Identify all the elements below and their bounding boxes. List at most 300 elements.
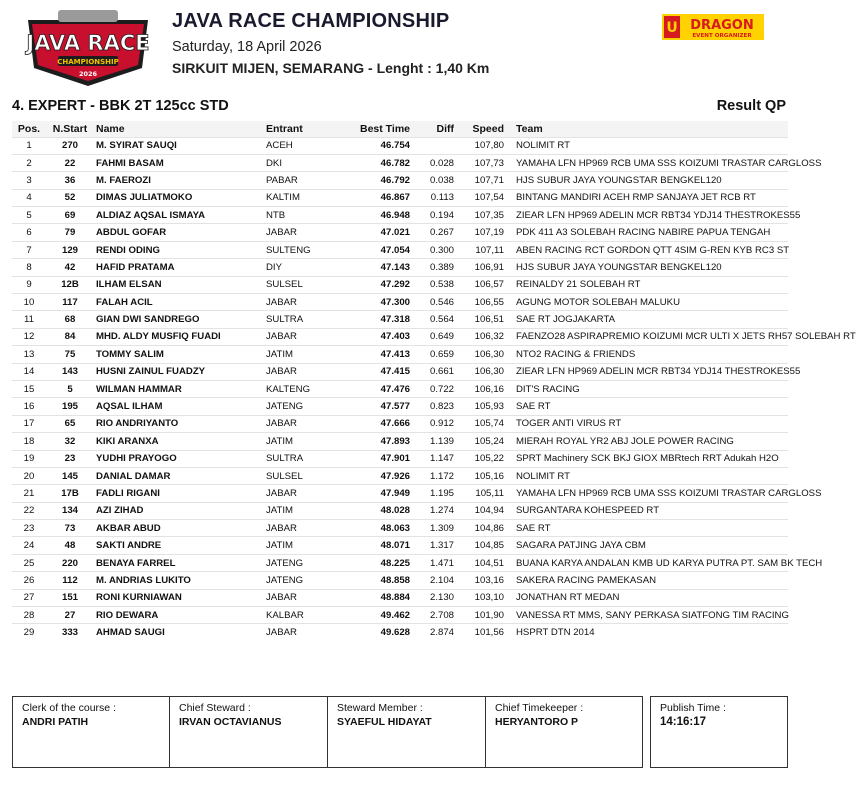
- cell-entrant: JABAR: [266, 627, 297, 639]
- cell-team: YAMAHA LFN HP969 RCB UMA SSS KOIZUMI TRASTAR CARGLOSS: [516, 488, 822, 499]
- cell-entrant: KALBAR: [266, 609, 304, 621]
- cell-speed: 104,94: [474, 505, 504, 517]
- cell-entrant: JABAR: [266, 418, 297, 430]
- cell-team: BINTANG MANDIRI ACEH RMP SANJAYA JET RCB RT: [516, 192, 756, 204]
- cell-team: HSPRT DTN 2014: [516, 627, 595, 639]
- cell-pos: 3: [26, 174, 32, 186]
- cell-best-time: 47.893: [380, 435, 410, 447]
- header-entrant: Entrant: [266, 122, 303, 135]
- cell-start-number: 48: [64, 540, 76, 552]
- table-row: [12, 154, 788, 171]
- cell-rider-name: AQSAL ILHAM: [96, 401, 163, 413]
- header-start: N.Start: [52, 122, 88, 135]
- cell-start-number: 27: [64, 609, 76, 621]
- cell-speed: 106,55: [474, 296, 504, 308]
- cell-pos: 28: [23, 609, 35, 621]
- cell-rider-name: M. FAEROZI: [96, 174, 151, 186]
- cell-start-number: 12B: [61, 279, 79, 291]
- cell-diff: 0.194: [429, 209, 454, 221]
- cell-diff: 1.317: [429, 540, 454, 552]
- cell-diff: 0.722: [429, 383, 454, 395]
- cell-entrant: ACEH: [266, 140, 293, 152]
- table-row: [12, 607, 788, 624]
- cell-speed: 105,93: [474, 401, 504, 413]
- cell-speed: 107,54: [474, 192, 504, 204]
- cell-start-number: 151: [61, 592, 78, 604]
- cell-team: ZIEAR LFN HP969 ADELIN MCR RBT34 YDJ14 THESTROKES55: [516, 209, 801, 221]
- cell-rider-name: KIKI ARANXA: [96, 435, 159, 447]
- cell-team: SAGARA PATJING JAYA CBM: [516, 540, 646, 552]
- chief-steward-name: IRVAN OCTAVIANUS: [179, 716, 282, 728]
- cell-start-number: 32: [64, 435, 76, 447]
- cell-best-time: 47.054: [380, 244, 410, 256]
- cell-diff: [412, 137, 456, 154]
- cell-speed: 101,56: [474, 627, 504, 639]
- cell-pos: 14: [23, 366, 35, 378]
- cell-diff: 0.038: [429, 174, 454, 186]
- cell-best-time: 46.782: [380, 157, 410, 169]
- cell-diff: 2.104: [429, 574, 454, 586]
- table-row: [12, 589, 788, 606]
- cell-entrant: JABAR: [266, 522, 297, 534]
- cell-pos: 9: [26, 279, 32, 291]
- cell-start-number: 52: [64, 192, 76, 204]
- cell-rider-name: HAFID PRATAMA: [96, 261, 175, 273]
- cell-start-number: 129: [61, 244, 78, 256]
- header-speed: Speed: [472, 122, 504, 135]
- cell-best-time: 47.901: [380, 453, 410, 465]
- cell-start-number: 79: [64, 227, 76, 239]
- cell-entrant: JABAR: [266, 488, 297, 499]
- cell-start-number: 36: [64, 174, 76, 186]
- dragon-logo-text: DRAGON: [690, 18, 754, 33]
- cell-pos: 21: [23, 488, 35, 499]
- cell-entrant: JATENG: [266, 557, 304, 569]
- cell-entrant: DIY: [266, 261, 282, 273]
- table-row: [12, 485, 788, 502]
- cell-pos: 2: [26, 157, 32, 169]
- cell-diff: 0.649: [429, 331, 454, 343]
- cell-best-time: 47.300: [380, 296, 410, 308]
- cell-speed: 101,90: [474, 609, 504, 621]
- results-table-body: [12, 137, 856, 641]
- officials-footer: [12, 696, 788, 768]
- cell-team: NTO2 RACING & FRIENDS: [516, 348, 636, 360]
- cell-team: DIT'S RACING: [516, 383, 580, 395]
- cell-best-time: 46.948: [380, 209, 410, 221]
- chief-steward-role: Chief Steward :: [179, 702, 251, 714]
- dragon-logo: [662, 14, 764, 40]
- cell-rider-name: M. ANDRIAS LUKITO: [96, 574, 191, 586]
- table-row: [12, 450, 788, 467]
- table-row: [12, 380, 788, 397]
- cell-diff: 0.912: [429, 418, 454, 430]
- session-label: Result QP: [716, 98, 786, 114]
- cell-pos: 17: [23, 418, 35, 430]
- cell-speed: 107,35: [474, 209, 504, 221]
- cell-team: FAENZO28 ASPIRAPREMIO KOIZUMI MCR ULTI X JETS RH57 SOLEBAH RT: [516, 331, 856, 343]
- cell-rider-name: DANIAL DAMAR: [96, 470, 171, 482]
- cell-entrant: JATIM: [266, 505, 294, 517]
- cell-best-time: 47.292: [380, 279, 410, 291]
- cell-team: TOGER ANTI VIRUS RT: [516, 418, 622, 430]
- cell-team: NOLIMIT RT: [516, 140, 571, 152]
- cell-rider-name: FADLI RIGANI: [96, 488, 160, 499]
- cell-team: BUANA KARYA ANDALAN KMB UD KARYA PUTRA PT. SAM BK TECH: [516, 557, 823, 569]
- cell-pos: 26: [23, 574, 35, 586]
- table-row: [12, 624, 788, 641]
- cell-rider-name: RIO DEWARA: [96, 609, 159, 621]
- cell-team: SURGANTARA KOHESPEED RT: [516, 505, 660, 517]
- cell-entrant: JATENG: [266, 401, 304, 413]
- cell-rider-name: FALAH ACIL: [96, 296, 153, 308]
- cell-best-time: 47.415: [380, 366, 410, 378]
- cell-entrant: KALTIM: [266, 192, 300, 204]
- cell-pos: 23: [23, 522, 35, 534]
- cell-start-number: 143: [61, 366, 78, 378]
- table-row: [12, 537, 788, 554]
- cell-pos: 20: [23, 470, 35, 482]
- cell-best-time: 47.021: [380, 227, 410, 239]
- cell-start-number: 65: [64, 418, 76, 430]
- cell-start-number: 23: [64, 453, 76, 465]
- logo-main-text: JAVA RACE: [26, 31, 150, 55]
- cell-speed: 106,57: [474, 279, 504, 291]
- cell-start-number: 73: [64, 522, 76, 534]
- cell-entrant: JABAR: [266, 296, 297, 308]
- table-row: [12, 311, 788, 328]
- cell-pos: 5: [26, 209, 32, 221]
- cell-speed: 106,51: [474, 314, 504, 326]
- cell-diff: 1.139: [429, 435, 454, 447]
- dragon-logo-mark-glyph: U: [666, 20, 678, 36]
- cell-pos: 22: [23, 505, 35, 517]
- cell-rider-name: RONI KURNIAWAN: [96, 592, 182, 604]
- header: [0, 0, 800, 90]
- cell-entrant: JATENG: [266, 574, 304, 586]
- table-row: [12, 172, 788, 189]
- cell-speed: 107,71: [474, 174, 504, 186]
- cell-rider-name: M. SYIRAT SAUQI: [96, 140, 177, 152]
- cell-best-time: 47.318: [380, 314, 410, 326]
- cell-speed: 106,16: [474, 383, 504, 395]
- cell-diff: 0.823: [429, 401, 454, 413]
- table-row: [12, 502, 788, 519]
- table-row: [12, 241, 788, 258]
- cell-diff: 2.708: [429, 609, 454, 621]
- cell-speed: 106,30: [474, 366, 504, 378]
- cell-speed: 103,16: [474, 574, 504, 586]
- cell-best-time: 46.867: [380, 192, 410, 204]
- cell-pos: 29: [23, 627, 35, 639]
- table-row: [12, 207, 788, 224]
- cell-entrant: DKI: [266, 157, 282, 169]
- clerk-role: Clerk of the course :: [22, 702, 116, 714]
- cell-pos: 15: [23, 383, 35, 395]
- cell-start-number: 68: [64, 314, 76, 326]
- dragon-logo-subtext: EVENT ORGANIZER: [692, 33, 752, 39]
- cell-best-time: 48.028: [380, 505, 410, 517]
- cell-speed: 105,74: [474, 418, 504, 430]
- table-row: [12, 520, 788, 537]
- cell-diff: 0.300: [429, 244, 454, 256]
- table-row: [12, 276, 788, 293]
- cell-diff: 0.659: [429, 348, 454, 360]
- cell-best-time: 49.628: [380, 627, 410, 639]
- cell-team: HJS SUBUR JAYA YOUNGSTAR BENGKEL120: [516, 174, 722, 186]
- cell-entrant: SULSEL: [266, 279, 303, 291]
- cell-entrant: JATIM: [266, 348, 294, 360]
- cell-speed: 106,32: [474, 331, 504, 343]
- cell-start-number: 42: [64, 261, 76, 273]
- cell-entrant: SULTRA: [266, 453, 304, 465]
- cell-speed: 103,10: [474, 592, 504, 604]
- cell-best-time: 49.462: [380, 609, 410, 621]
- cell-diff: 2.130: [429, 592, 454, 604]
- cell-speed: 107,80: [474, 140, 504, 152]
- cell-diff: 1.274: [429, 505, 454, 517]
- table-row: [12, 363, 788, 380]
- class-name: 4. EXPERT - BBK 2T 125cc STD: [12, 98, 229, 114]
- table-row: [12, 328, 788, 345]
- chief-timekeeper-role: Chief Timekeeper :: [495, 702, 584, 714]
- cell-rider-name: AZI ZIHAD: [96, 505, 144, 517]
- cell-pos: 1: [26, 140, 32, 152]
- event-date: Saturday, 18 April 2026: [172, 39, 322, 55]
- cell-entrant: SULSEL: [266, 470, 303, 482]
- table-row: [12, 189, 788, 206]
- results-table-wrapper: [12, 121, 856, 641]
- cell-best-time: 47.476: [380, 383, 410, 395]
- cell-diff: 0.564: [429, 314, 454, 326]
- cell-best-time: 47.577: [380, 401, 410, 413]
- table-row: [12, 346, 788, 363]
- cell-diff: 0.661: [429, 366, 454, 378]
- cell-rider-name: HUSNI ZAINUL FUADZY: [96, 366, 206, 378]
- cell-start-number: 84: [64, 331, 76, 343]
- cell-start-number: 17B: [61, 488, 79, 499]
- java-race-logo: [22, 6, 154, 88]
- cell-speed: 104,86: [474, 522, 504, 534]
- cell-best-time: 48.858: [380, 574, 410, 586]
- cell-team: REINALDY 21 SOLEBAH RT: [516, 279, 641, 291]
- cell-pos: 27: [23, 592, 35, 604]
- cell-start-number: 270: [61, 140, 78, 152]
- cell-entrant: NTB: [266, 209, 286, 221]
- cell-pos: 25: [23, 557, 35, 569]
- cell-diff: 1.309: [429, 522, 454, 534]
- cell-rider-name: RIO ANDRIYANTO: [96, 418, 179, 430]
- cell-diff: 0.538: [429, 279, 454, 291]
- cell-rider-name: TOMMY SALIM: [96, 348, 164, 360]
- cell-pos: 12: [23, 331, 35, 343]
- cell-speed: 106,30: [474, 348, 504, 360]
- cell-team: SPRT Machinery SCK BKJ GIOX MBRtech RRT Adukah H2O: [516, 453, 779, 465]
- cell-pos: 7: [26, 244, 32, 256]
- logo-helmet-band: [58, 10, 118, 22]
- cell-entrant: JABAR: [266, 592, 297, 604]
- cell-team: SAE RT: [516, 401, 551, 413]
- cell-diff: 2.874: [429, 627, 454, 639]
- cell-diff: 0.028: [429, 157, 454, 169]
- cell-start-number: 5: [67, 383, 73, 395]
- clerk-name: ANDRI PATIH: [22, 716, 89, 728]
- cell-entrant: JABAR: [266, 366, 297, 378]
- table-row: [12, 398, 788, 415]
- cell-start-number: 220: [61, 557, 78, 569]
- cell-rider-name: YUDHI PRAYOGO: [96, 453, 177, 465]
- cell-speed: 107,11: [475, 244, 504, 256]
- results-table-head: [12, 121, 788, 137]
- table-row: [12, 137, 788, 154]
- cell-pos: 10: [23, 296, 35, 308]
- header-pos: Pos.: [17, 122, 41, 135]
- cell-team: SAE RT JOGJAKARTA: [516, 314, 615, 326]
- cell-diff: 0.113: [430, 192, 454, 204]
- cell-best-time: 47.926: [380, 470, 410, 482]
- table-row: [12, 554, 788, 571]
- table-row: [12, 433, 788, 450]
- event-venue: SIRKUIT MIJEN, SEMARANG - Lenght : 1,40 Km: [172, 60, 490, 76]
- cell-start-number: 333: [61, 627, 78, 639]
- cell-best-time: 47.666: [380, 418, 410, 430]
- cell-team: HJS SUBUR JAYA YOUNGSTAR BENGKEL120: [516, 261, 722, 273]
- cell-entrant: KALTENG: [266, 383, 311, 395]
- table-row: [12, 224, 788, 241]
- cell-speed: 107,73: [474, 157, 504, 169]
- cell-start-number: 195: [61, 401, 78, 413]
- cell-entrant: JABAR: [266, 331, 297, 343]
- cell-team: ABEN RACING RCT GORDON QTT 4SIM G-REN KYB RC3 ST: [516, 244, 790, 256]
- cell-team: YAMAHA LFN HP969 RCB UMA SSS KOIZUMI TRASTAR CARGLOSS: [516, 157, 822, 169]
- cell-entrant: JATIM: [266, 540, 294, 552]
- cell-rider-name: ALDIAZ AQSAL ISMAYA: [96, 209, 206, 221]
- cell-pos: 16: [23, 401, 35, 413]
- cell-speed: 106,91: [474, 261, 504, 273]
- cell-rider-name: MHD. ALDY MUSFIQ FUADI: [96, 331, 221, 343]
- table-row: [12, 572, 788, 589]
- cell-best-time: 46.754: [380, 140, 410, 152]
- cell-diff: 1.195: [429, 488, 454, 499]
- table-row: [12, 294, 788, 311]
- cell-diff: 1.471: [429, 557, 454, 569]
- header-best-time: Best Time: [360, 122, 410, 135]
- cell-best-time: 47.143: [380, 261, 410, 273]
- cell-pos: 11: [24, 314, 34, 326]
- publish-time-box: [650, 696, 788, 768]
- header-name: Name: [96, 122, 125, 135]
- cell-pos: 18: [23, 435, 35, 447]
- cell-pos: 13: [23, 348, 35, 360]
- steward-member-box: [327, 696, 486, 768]
- cell-best-time: 48.071: [380, 540, 410, 552]
- cell-diff: 0.267: [429, 227, 454, 239]
- cell-rider-name: BENAYA FARREL: [96, 557, 176, 569]
- cell-diff: 0.389: [429, 261, 454, 273]
- cell-speed: 105,16: [474, 470, 504, 482]
- cell-team: MIERAH ROYAL YR2 ABJ JOLE POWER RACING: [516, 435, 734, 447]
- cell-team: SAKERA RACING PAMEKASAN: [516, 574, 657, 586]
- cell-team: VANESSA RT MMS, SANY PERKASA SIATFONG TIM RACING: [516, 609, 789, 621]
- cell-team: SAE RT: [516, 522, 551, 534]
- cell-best-time: 48.884: [380, 592, 410, 604]
- cell-pos: 8: [26, 261, 32, 273]
- table-row: [12, 259, 788, 276]
- clerk-box: [12, 696, 170, 768]
- cell-start-number: 69: [64, 209, 76, 221]
- cell-rider-name: AHMAD SAUGI: [96, 627, 165, 639]
- cell-best-time: 47.413: [380, 348, 410, 360]
- cell-entrant: PABAR: [266, 174, 298, 186]
- cell-rider-name: DIMAS JULIATMOKO: [96, 192, 193, 204]
- table-row: [12, 415, 788, 432]
- cell-rider-name: FAHMI BASAM: [96, 157, 164, 169]
- cell-rider-name: AKBAR ABUD: [96, 522, 161, 534]
- cell-diff: 0.546: [429, 296, 454, 308]
- chief-timekeeper-name: HERYANTORO P: [495, 716, 579, 728]
- cell-speed: 105,22: [474, 453, 504, 465]
- cell-pos: 4: [26, 192, 32, 204]
- cell-best-time: 46.792: [380, 174, 410, 186]
- chief-timekeeper-box: [485, 696, 643, 768]
- publish-time-role: Publish Time :: [660, 702, 726, 714]
- cell-diff: 1.147: [429, 453, 454, 465]
- steward-member-role: Steward Member :: [337, 702, 423, 714]
- cell-team: AGUNG MOTOR SOLEBAH MALUKU: [516, 296, 681, 308]
- steward-member-name: SYAEFUL HIDAYAT: [337, 716, 432, 728]
- cell-rider-name: ILHAM ELSAN: [96, 279, 162, 291]
- header-diff: Diff: [436, 122, 454, 135]
- cell-diff: 1.172: [429, 470, 454, 482]
- cell-start-number: 117: [62, 296, 78, 308]
- cell-entrant: SULTENG: [266, 244, 311, 256]
- cell-entrant: SULTRA: [266, 314, 304, 326]
- class-row: [12, 98, 788, 118]
- cell-pos: 24: [23, 540, 35, 552]
- cell-team: NOLIMIT RT: [516, 470, 571, 482]
- cell-start-number: 145: [61, 470, 78, 482]
- cell-best-time: 47.403: [380, 331, 410, 343]
- cell-rider-name: ABDUL GOFAR: [96, 227, 167, 239]
- event-title: JAVA RACE CHAMPIONSHIP: [172, 10, 450, 32]
- table-row: [12, 467, 788, 484]
- header-row: [12, 121, 788, 137]
- cell-speed: 104,51: [474, 557, 504, 569]
- cell-speed: 105,11: [475, 488, 504, 499]
- cell-entrant: JATIM: [266, 435, 294, 447]
- cell-pos: 6: [26, 227, 32, 239]
- cell-best-time: 48.225: [380, 557, 410, 569]
- publish-time-value: 14:16:17: [660, 716, 707, 728]
- cell-rider-name: GIAN DWI SANDREGO: [96, 314, 200, 326]
- results-table: [12, 121, 856, 641]
- cell-team: ZIEAR LFN HP969 ADELIN MCR RBT34 YDJ14 THESTROKES55: [516, 366, 801, 378]
- cell-start-number: 112: [62, 574, 78, 586]
- cell-rider-name: RENDI ODING: [96, 244, 160, 256]
- cell-speed: 105,24: [474, 435, 504, 447]
- cell-speed: 104,85: [474, 540, 504, 552]
- cell-start-number: 22: [64, 157, 76, 169]
- cell-rider-name: SAKTI ANDRE: [96, 540, 162, 552]
- cell-entrant: JABAR: [266, 227, 297, 239]
- cell-start-number: 75: [64, 348, 76, 360]
- cell-best-time: 48.063: [380, 522, 410, 534]
- header-team: Team: [516, 122, 543, 135]
- cell-speed: 107,19: [474, 227, 504, 239]
- cell-pos: 19: [23, 453, 35, 465]
- logo-year-text: 2026: [78, 70, 98, 78]
- cell-start-number: 134: [61, 505, 78, 517]
